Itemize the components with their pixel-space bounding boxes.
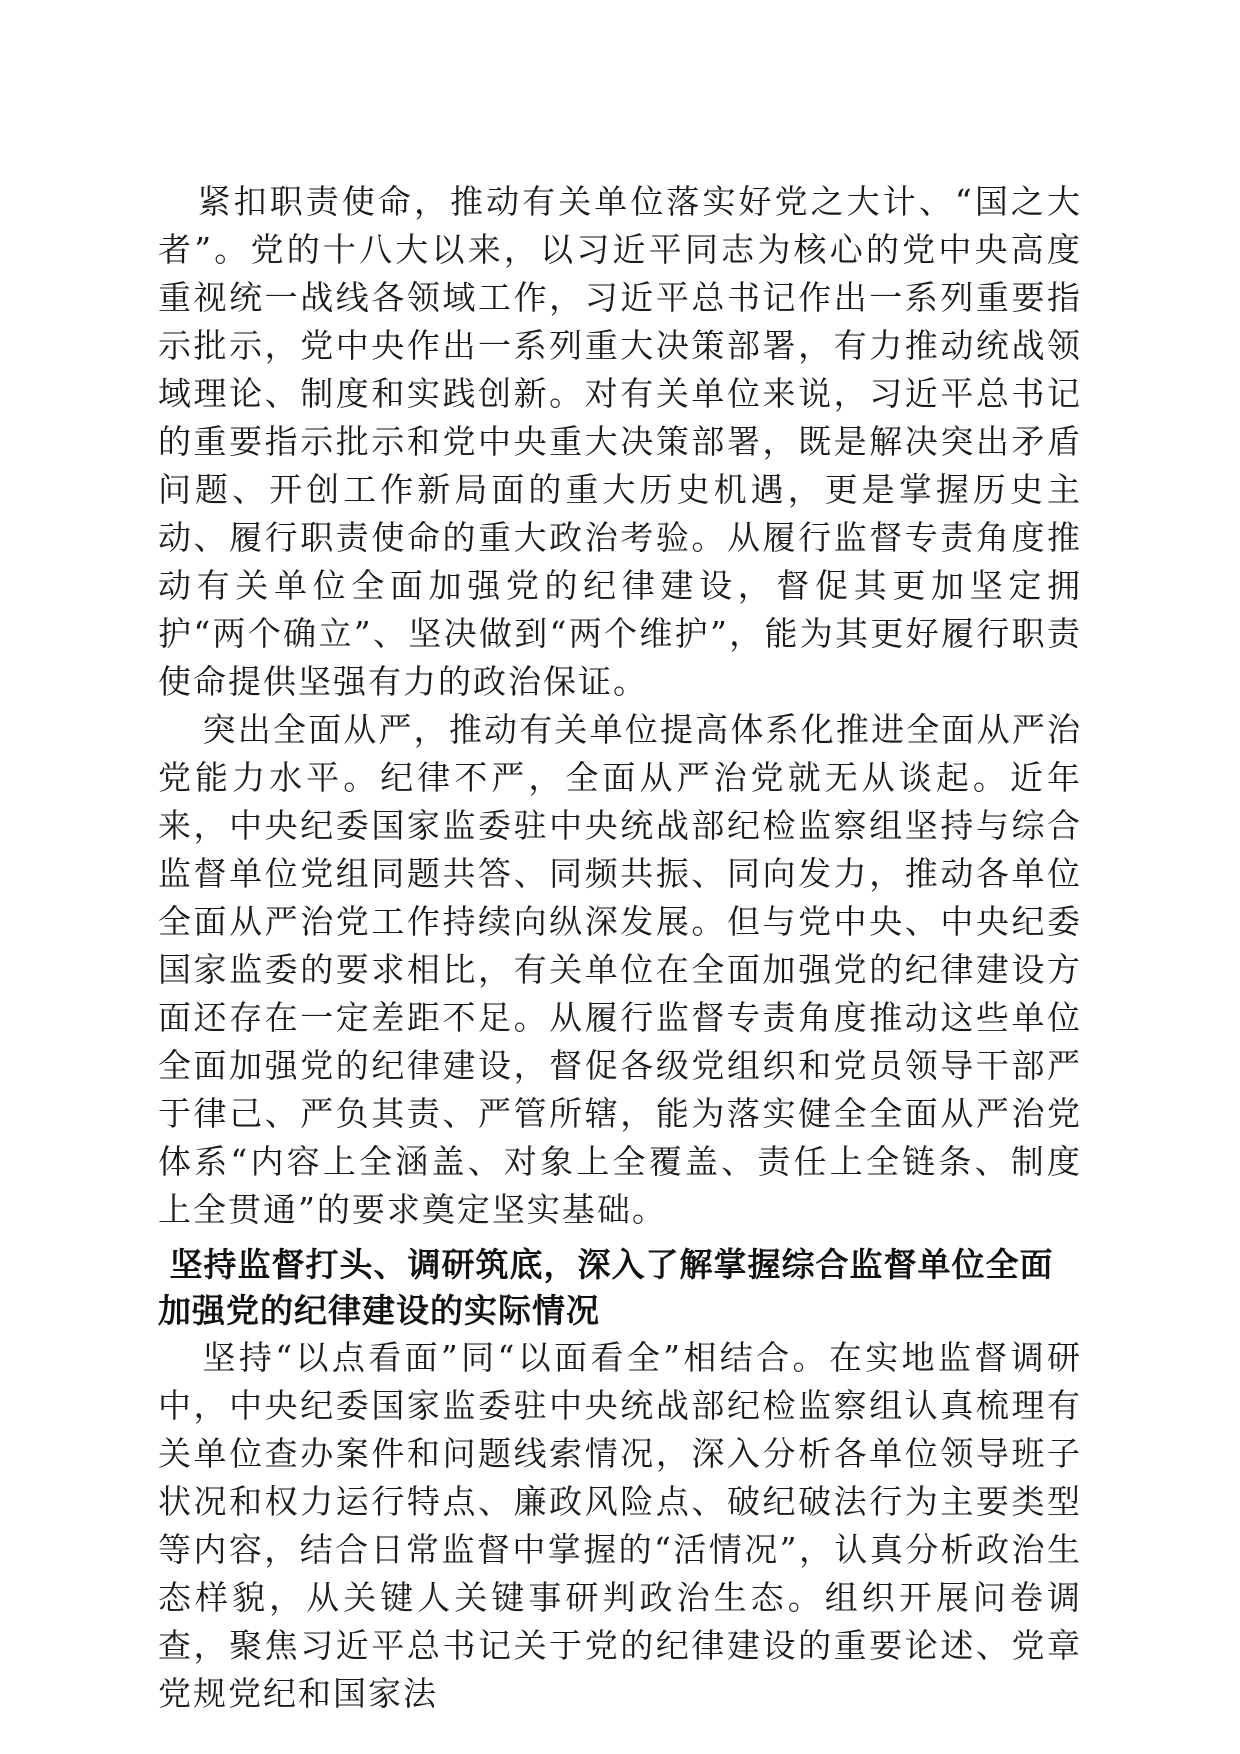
- document-body: [158, 178, 1082, 1718]
- paragraph-supervision-research: 坚持“以点看面”同“以面看全”相结合。在实地监督调研中，中央纪委国家监委驻中央统战部纪检监察组认真梳理有关单位查办案件和问题线索情况，深入分析各单位领导班子状况和权力运行特点、廉政风险点、破纪破法行为主要类型等内容，结合日常监督中掌握的“活情况”，认真分析政治生态样貌，从关键人关键事研判政治生态。组织开展问卷调查，聚焦习近平总书记关于党的纪律建设的重要论述、党章党规党纪和国家法: [158, 1338, 1082, 1713]
- section-heading: 坚持监督打头、调研筑底，深入了解掌握综合监督单位全面加强党的纪律建设的实际情况: [158, 1245, 1054, 1330]
- paragraph-strict-governance: 突出全面从严，推动有关单位提高体系化推进全面从严治党能力水平。纪律不严，全面从严治党就无从谈起。近年来，中央纪委国家监委驻中央统战部纪检监察组坚持与综合监督单位党组同题共答、同频共振、同向发力，推动各单位全面从严治党工作持续向纵深发展。但与党中央、中央纪委国家监委的要求相比，有关单位在全面加强党的纪律建设方面还存在一定差距不足。从履行监督专责角度推动这些单位全面加强党的纪律建设，督促各级党组织和党员领导干部严于律己、严负其责、严管所辖，能为落实健全全面从严治党体系“内容上全涵盖、对象上全覆盖、责任上全链条、制度上全贯通”的要求奠定坚实基础。: [158, 710, 1082, 1229]
- paragraph-duties-mission: 紧扣职责使命，推动有关单位落实好党之大计、“国之大者”。党的十八大以来，以习近平同志为核心的党中央高度重视统一战线各领域工作，习近平总书记作出一系列重要指示批示，党中央作出一系列重大决策部署，有力推动统战领域理论、制度和实践创新。对有关单位来说，习近平总书记的重要指示批示和党中央重大决策部署，既是解决突出矛盾问题、开创工作新局面的重大历史机遇，更是掌握历史主动、履行职责使命的重大政治考验。从履行监督专责角度推动有关单位全面加强党的纪律建设，督促其更加坚定拥护“两个确立”、坚决做到“两个维护”，能为其更好履行职责使命提供坚强有力的政治保证。: [158, 182, 1082, 701]
